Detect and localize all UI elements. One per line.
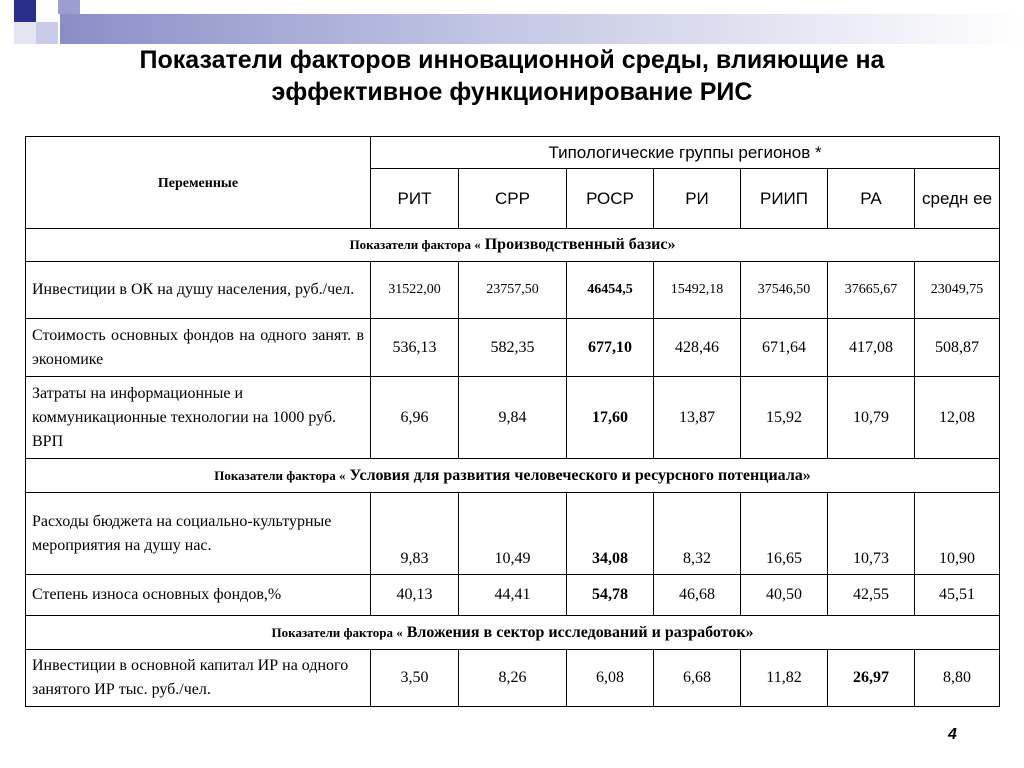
decor-square <box>36 22 58 44</box>
row-label: Затраты на информационные и коммуникационные технологии на 1000 руб. ВРП <box>26 377 371 459</box>
column-header: средн ее <box>915 169 1000 229</box>
column-header: РА <box>828 169 915 229</box>
table-cell: 9,83 <box>371 493 459 575</box>
table-cell: 44,41 <box>459 575 567 616</box>
row-label: Инвестиции в ОК на душу населения, руб./чел. <box>26 262 371 319</box>
table-cell: 31522,00 <box>371 262 459 319</box>
table-cell: 10,73 <box>828 493 915 575</box>
table-cell: 46454,5 <box>567 262 654 319</box>
table-cell: 23757,50 <box>459 262 567 319</box>
table-cell: 42,55 <box>828 575 915 616</box>
table-cell: 37546,50 <box>741 262 828 319</box>
table-cell: 34,08 <box>567 493 654 575</box>
table-cell: 417,08 <box>828 319 915 377</box>
table-cell: 10,79 <box>828 377 915 459</box>
table-cell: 6,96 <box>371 377 459 459</box>
title-line-1: Показатели факторов инновационной среды, влияющие на <box>139 46 885 74</box>
table-cell: 582,35 <box>459 319 567 377</box>
column-header: РОСР <box>567 169 654 229</box>
table-cell: 54,78 <box>567 575 654 616</box>
indicators-table <box>25 136 1000 707</box>
table-cell: 8,26 <box>459 650 567 707</box>
table-cell: 677,10 <box>567 319 654 377</box>
table-cell: 17,60 <box>567 377 654 459</box>
table-cell: 26,97 <box>828 650 915 707</box>
table-cell: 10,90 <box>915 493 1000 575</box>
table-cell: 9,84 <box>459 377 567 459</box>
table-cell: 6,68 <box>654 650 741 707</box>
table-cell: 428,46 <box>654 319 741 377</box>
table-cell: 536,13 <box>371 319 459 377</box>
page-number: 4 <box>948 726 957 743</box>
slide-title <box>0 44 1024 108</box>
groups-header: Типологические группы регионов * <box>371 137 1000 169</box>
table-cell: 3,50 <box>371 650 459 707</box>
decor-square <box>36 0 58 22</box>
table-cell: 8,80 <box>915 650 1000 707</box>
header-gradient-bar <box>60 14 1024 44</box>
section-header: Показатели фактора « Производственный базис» <box>26 229 1000 262</box>
table-cell: 11,82 <box>741 650 828 707</box>
table-cell: 12,08 <box>915 377 1000 459</box>
column-header: РИИП <box>741 169 828 229</box>
table-cell: 40,50 <box>741 575 828 616</box>
row-label: Степень износа основных фондов,% <box>26 575 371 616</box>
column-header: СРР <box>459 169 567 229</box>
column-header: РИТ <box>371 169 459 229</box>
table-cell: 15492,18 <box>654 262 741 319</box>
decor-square <box>58 0 80 14</box>
table-cell: 46,68 <box>654 575 741 616</box>
table-cell: 8,32 <box>654 493 741 575</box>
variables-header: Переменные <box>26 137 371 229</box>
row-label: Стоимость основных фондов на одного занят. в экономике <box>26 319 371 377</box>
section-header: Показатели фактора « Вложения в сектор исследований и разработок» <box>26 616 1000 650</box>
table-cell: 508,87 <box>915 319 1000 377</box>
table-cell: 13,87 <box>654 377 741 459</box>
table-cell: 16,65 <box>741 493 828 575</box>
table-cell: 40,13 <box>371 575 459 616</box>
table-cell: 37665,67 <box>828 262 915 319</box>
table-cell: 15,92 <box>741 377 828 459</box>
decor-square <box>14 0 36 22</box>
column-header: РИ <box>654 169 741 229</box>
table-cell: 23049,75 <box>915 262 1000 319</box>
table-cell: 671,64 <box>741 319 828 377</box>
decor-square <box>14 22 36 44</box>
row-label: Расходы бюджета на социально-культурные мероприятия на душу нас. <box>26 493 371 575</box>
table-cell: 10,49 <box>459 493 567 575</box>
table-cell: 6,08 <box>567 650 654 707</box>
title-line-2: эффективное функционирование РИС <box>271 78 753 106</box>
row-label: Инвестиции в основной капитал ИР на одного занятого ИР тыс. руб./чел. <box>26 650 371 707</box>
table-cell: 45,51 <box>915 575 1000 616</box>
section-header: Показатели фактора « Условия для развития человеческого и ресурсного потенциала» <box>26 459 1000 493</box>
